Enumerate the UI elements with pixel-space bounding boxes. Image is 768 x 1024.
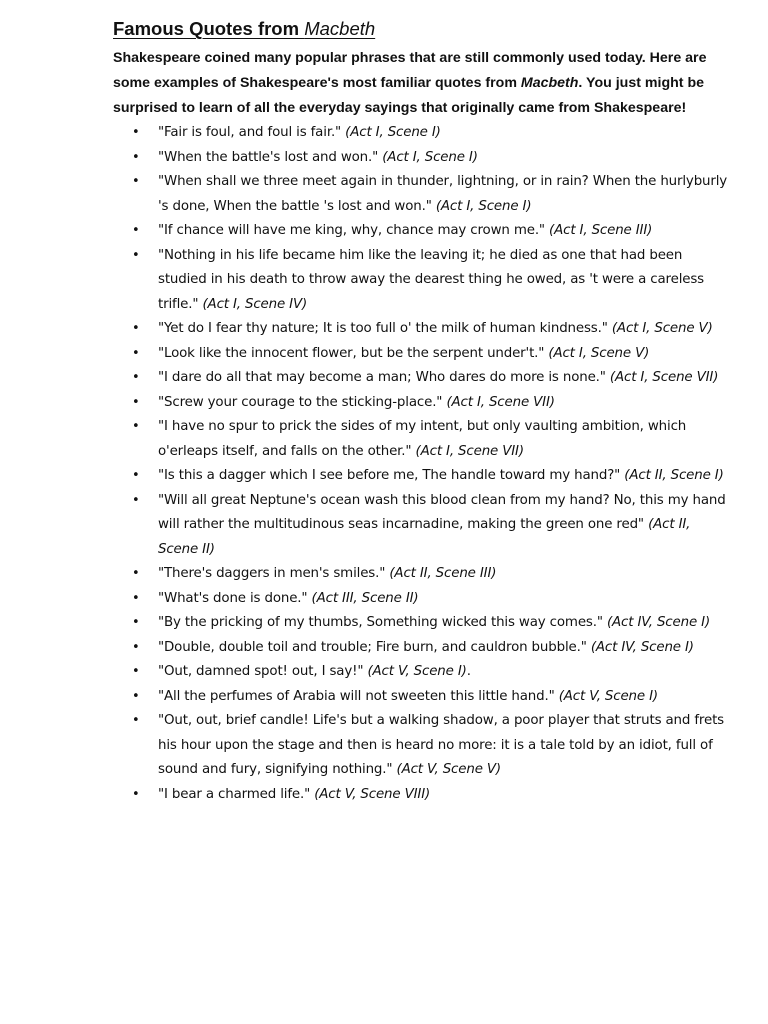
list-item <box>113 587 728 612</box>
quote-text: "Fair is foul, and foul is fair." <box>158 125 346 140</box>
list-item <box>113 636 728 661</box>
bullet-icon: • <box>132 492 140 508</box>
quote-citation: (Act I, Scene V) <box>548 345 650 361</box>
quote-text: "I dare do all that may become a man; Who dares do more is none." <box>158 370 610 385</box>
bullet-icon: • <box>132 223 140 238</box>
quote-citation: (Act I, Scene I) <box>382 149 478 165</box>
bullet-icon: • <box>132 688 140 704</box>
list-item <box>113 415 728 464</box>
bullet-icon: • <box>132 468 140 483</box>
quote-citation: (Act IV, Scene I) <box>590 639 694 655</box>
list-item <box>113 783 728 808</box>
bullet-icon: • <box>132 786 140 802</box>
bullet-icon: • <box>132 615 140 630</box>
bullet-icon: • <box>132 664 140 679</box>
list-item <box>113 170 728 219</box>
list-item <box>113 219 728 244</box>
list-item <box>113 562 728 587</box>
quote-citation: (Act II, Scene I) <box>624 468 724 483</box>
list-item <box>113 611 728 636</box>
quote-text: "Look like the innocent flower, but be the serpent under't." <box>158 345 549 361</box>
title-italic: Macbeth <box>304 18 376 39</box>
bullet-icon: • <box>132 321 140 336</box>
quote-text: "Will all great Neptune's ocean wash this blood clean from my hand? No, this my hand will rather the multitudinous seas incarnadine, making the green one red" <box>158 492 726 532</box>
list-item <box>113 366 728 391</box>
document-title <box>113 16 728 42</box>
title-plain: Famous Quotes from <box>113 18 305 39</box>
quote-text: "Screw your courage to the sticking-place." <box>158 394 447 410</box>
quote-trailing-punctuation: . <box>466 664 471 679</box>
list-item <box>113 121 728 146</box>
quote-text: "When the battle's lost and won." <box>158 149 383 165</box>
list-item <box>113 464 728 489</box>
quote-citation: (Act V, Scene V) <box>396 762 501 777</box>
intro-paragraph <box>113 46 728 121</box>
bullet-icon: • <box>132 174 140 189</box>
quote-text: "There's daggers in men's smiles." <box>158 566 390 581</box>
list-item <box>113 685 728 710</box>
quote-citation: (Act V, Scene I) <box>367 664 467 679</box>
bullet-icon: • <box>132 639 140 655</box>
bullet-icon: • <box>132 590 140 606</box>
intro-before: Shakespeare coined many popular phrases that are still commonly used today. Here are some examples of Shakespeare's most familiar quotes from <box>113 50 707 91</box>
quote-citation: (Act I, Scene I) <box>345 125 441 140</box>
quote-text: "What's done is done." <box>158 590 312 606</box>
quote-list <box>113 121 728 807</box>
quote-text: "I bear a charmed life." <box>158 786 315 802</box>
bullet-icon: • <box>132 713 140 728</box>
quote-text: "If chance will have me king, why, chance may crown me." <box>158 223 550 238</box>
quote-citation: (Act II, Scene III) <box>389 566 497 581</box>
quote-citation: (Act I, Scene III) <box>549 223 653 238</box>
quote-text: "Out, damned spot! out, I say!" <box>158 664 368 679</box>
quote-text: "Yet do I fear thy nature; It is too full o' the milk of human kindness." <box>158 321 612 336</box>
bullet-icon: • <box>132 566 140 581</box>
intro-after: . You just might be surprised to learn of all the everyday sayings that originally came from Shakespeare! <box>113 75 705 116</box>
quote-citation: (Act I, Scene VII) <box>415 443 524 459</box>
list-item <box>113 391 728 416</box>
list-item <box>113 146 728 171</box>
quote-text: "Nothing in his life became him like the leaving it; he died as one that had been studied in his death to throw away the dearest thing he owed, as 't were a careless trifle." <box>158 247 705 312</box>
quote-citation: (Act II, Scene II) <box>158 517 691 557</box>
quote-citation: (Act I, Scene IV) <box>202 296 308 312</box>
list-item <box>113 244 728 318</box>
quote-text: "Double, double toil and trouble; Fire burn, and cauldron bubble." <box>158 639 591 655</box>
quote-text: "All the perfumes of Arabia will not sweeten this little hand." <box>158 688 559 704</box>
list-item <box>113 709 728 783</box>
quote-text: "Out, out, brief candle! Life's but a walking shadow, a poor player that struts and frets his hour upon the stage and then is heard no more: it is a tale told by an idiot, full of sound and fury, signifying nothing." <box>158 713 724 777</box>
quote-citation: (Act III, Scene II) <box>311 590 419 606</box>
bullet-icon: • <box>132 247 140 263</box>
bullet-icon: • <box>132 149 140 165</box>
quote-citation: (Act I, Scene VII) <box>609 370 719 385</box>
list-item <box>113 342 728 367</box>
bullet-icon: • <box>132 125 140 140</box>
intro-italic: Macbeth <box>520 75 579 91</box>
document-page <box>113 16 728 807</box>
bullet-icon: • <box>132 345 140 361</box>
list-item <box>113 317 728 342</box>
quote-citation: (Act I, Scene VII) <box>446 394 555 410</box>
list-item <box>113 489 728 563</box>
quote-text: "When shall we three meet again in thunder, lightning, or in rain? When the hurlyburly 's done, When the battle 's lost and won." <box>158 174 728 214</box>
bullet-icon: • <box>132 394 140 410</box>
quote-text: "I have no spur to prick the sides of my intent, but only vaulting ambition, which o'erleaps itself, and falls on the other." <box>158 419 687 459</box>
quote-text: "Is this a dagger which I see before me, The handle toward my hand?" <box>158 468 625 483</box>
quote-citation: (Act I, Scene V) <box>611 321 713 336</box>
quote-citation: (Act I, Scene I) <box>435 198 532 214</box>
quote-citation: (Act V, Scene I) <box>558 688 658 704</box>
list-item <box>113 660 728 685</box>
bullet-icon: • <box>132 419 140 434</box>
quote-citation: (Act V, Scene VIII) <box>314 786 431 802</box>
quote-text: "By the pricking of my thumbs, Something wicked this way comes." <box>158 615 607 630</box>
quote-citation: (Act IV, Scene I) <box>606 615 711 630</box>
bullet-icon: • <box>132 370 140 385</box>
